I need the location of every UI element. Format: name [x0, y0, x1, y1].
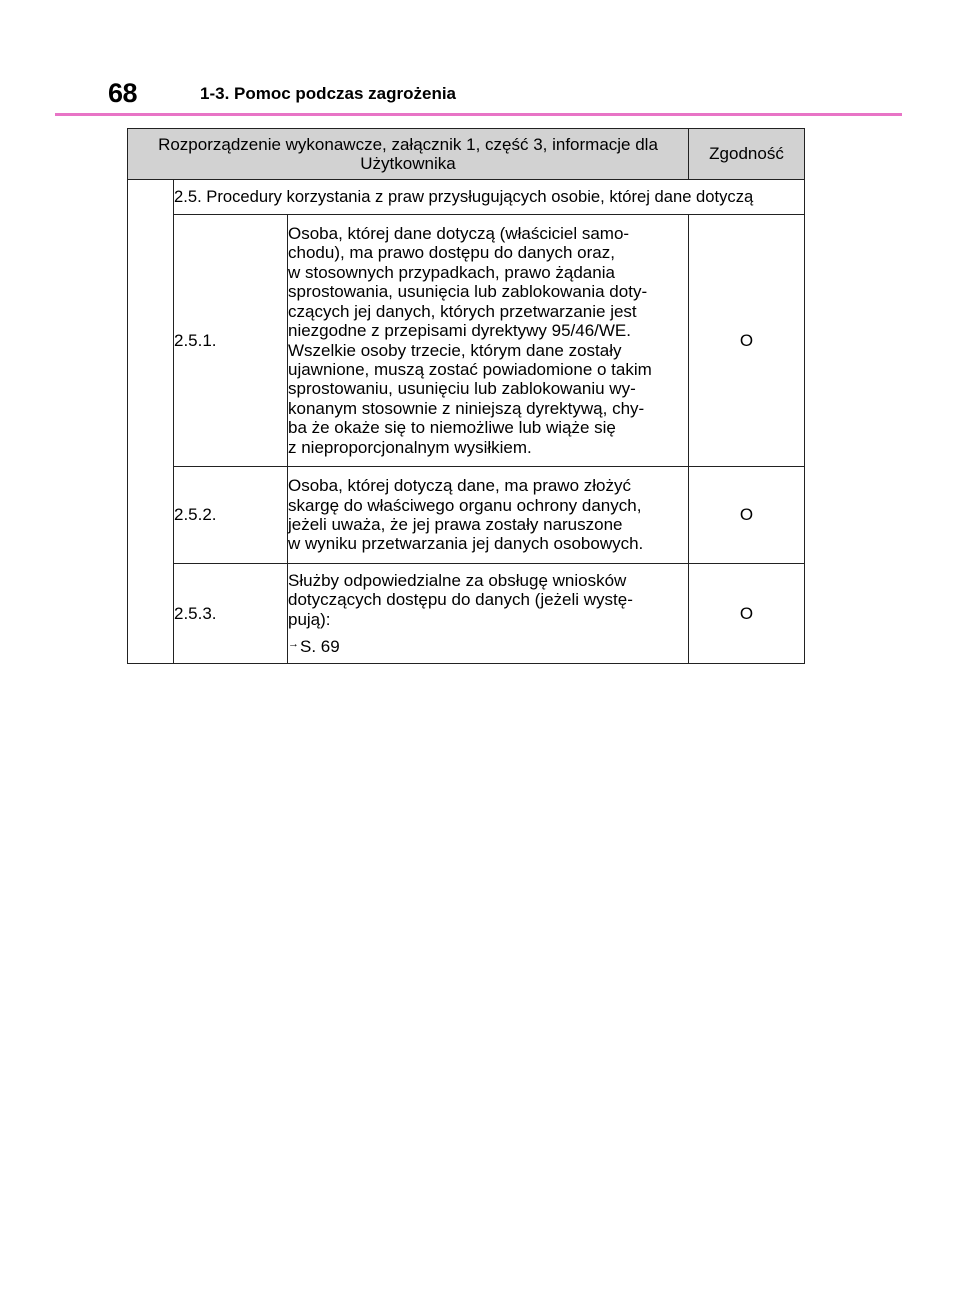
text-line: z nieproporcjonalnym wysiłkiem.	[288, 437, 532, 457]
text-line: ujawnione, muszą zostać powiadomione o takim	[288, 359, 652, 379]
item-number: 2.5.2.	[174, 467, 288, 564]
page-reference-text: S. 69	[300, 636, 340, 656]
text-line: konanym stosownie z niniejszą dyrektywą, chy-	[288, 398, 645, 418]
header-divider	[55, 113, 902, 116]
text-line: ba że okaże się to niemożliwe lub wiąże się	[288, 418, 616, 438]
subsection-row	[128, 180, 805, 215]
compliance-column-header: Zgodność	[689, 129, 805, 180]
text-line: w stosownych przypadkach, prawo żądania	[288, 262, 615, 282]
text-line: Osoba, której dane dotyczą (właściciel samo-	[288, 224, 630, 244]
text-line: Służby odpowiedzialne za obsługę wniosków	[288, 570, 627, 590]
text-line: Osoba, której dotyczą dane, ma prawo złożyć	[288, 476, 631, 496]
indent-cell	[128, 180, 174, 664]
table-row	[128, 467, 805, 564]
page-reference[interactable]	[288, 635, 688, 656]
table-row	[128, 215, 805, 467]
compliance-value: O	[689, 467, 805, 564]
text-line: sprostowania, usunięcia lub zablokowania doty-	[288, 282, 648, 302]
item-number: 2.5.1.	[174, 215, 288, 467]
compliance-value: O	[689, 215, 805, 467]
text-line: sprostowaniu, usunięciu lub zablokowaniu wy-	[288, 379, 636, 399]
text-line: niezgodne z przepisami dyrektywy 95/46/WE.	[288, 321, 631, 341]
arrow-right-icon: →	[288, 637, 299, 650]
text-line: dotyczących dostępu do danych (jeżeli wystę-	[288, 590, 633, 610]
table-header-row	[128, 129, 805, 180]
section-title: 1-3. Pomoc podczas zagrożenia	[200, 84, 457, 103]
text-line: chodu), ma prawo dostępu do danych oraz,	[288, 243, 615, 263]
text-line: jeżeli uważa, że jej prawa zostały naruszone	[288, 515, 623, 534]
text-line: czących jej danych, których przetwarzanie jest	[288, 301, 637, 321]
text-line: Wszelkie osoby trzecie, którym dane zostały	[288, 340, 622, 360]
text-line: pują):	[288, 609, 331, 629]
regulation-column-header: Rozporządzenie wykonawcze, załącznik 1, część 3, informacje dla Użytkownika	[128, 129, 689, 180]
item-description	[288, 564, 689, 664]
page-header	[108, 76, 908, 112]
item-number: 2.5.3.	[174, 564, 288, 664]
page-number: 68	[108, 78, 138, 108]
subsection-title: 2.5. Procedury korzystania z praw przysługujących osobie, której dane dotyczą	[174, 180, 805, 215]
table-row	[128, 564, 805, 664]
item-description	[288, 215, 689, 467]
item-description	[288, 467, 689, 564]
regulation-table	[127, 128, 805, 664]
compliance-value: O	[689, 564, 805, 664]
text-line: w wyniku przetwarzania jej danych osobowych.	[288, 534, 644, 554]
text-line: skargę do właściwego organu ochrony danych,	[288, 495, 642, 515]
